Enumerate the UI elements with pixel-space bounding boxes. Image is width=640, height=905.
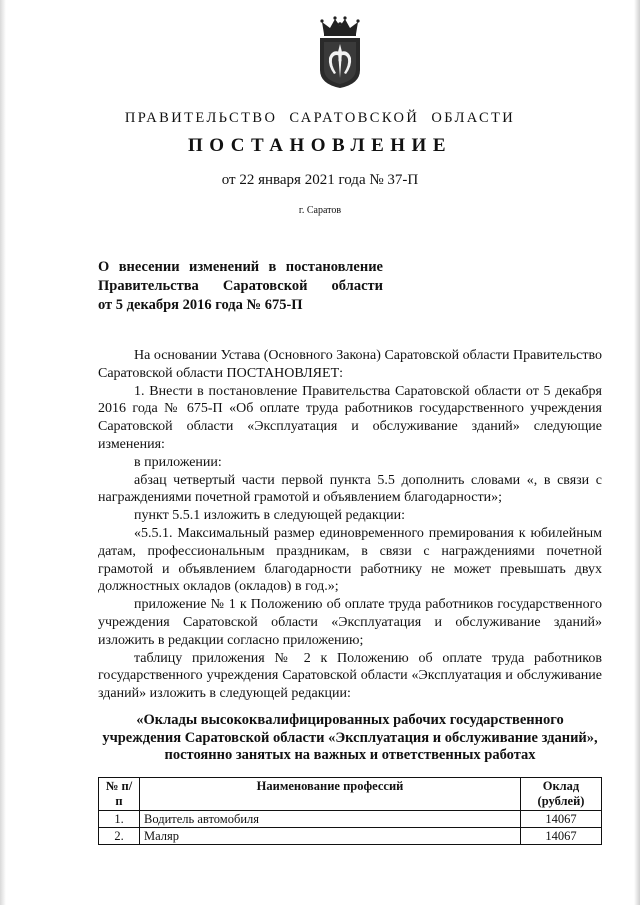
cell-number: 1.: [99, 811, 140, 828]
coat-of-arms-emblem: [316, 16, 364, 90]
subject-line: О внесении изменений в постановление: [98, 259, 383, 275]
body-paragraph: «5.5.1. Максимальный размер единовременного премирования к юбилейным датам, профессиональным праздникам, в связи с награждениями почетной грамотой и объявлением благодарности работнику не может превышать двух должностных окладов (окладов) в год.»;: [98, 525, 602, 595]
body-paragraph: пункт 5.5.1 изложить в следующей редакции:: [134, 508, 405, 524]
document-body: [98, 347, 602, 703]
government-name: ПРАВИТЕЛЬСТВО САРАТОВСКОЙ ОБЛАСТИ: [124, 110, 516, 126]
table-header-row: [99, 778, 602, 811]
subject-line: Правительства Саратовской области: [98, 278, 383, 294]
body-paragraph: 1. Внести в постановление Правительства Саратовской области от 5 декабря 2016 года № 675-П «Об оплате труда работников государственного учреждения Саратовской области «Эксплуатация и обслуживание зданий» следующие изменения:: [98, 383, 602, 452]
body-paragraph: таблицу приложения № 2 к Положению об оплате труда работников государственного учреждения Саратовской области «Эксплуатация и обслуживание зданий» изложить в следующей редакции:: [98, 650, 602, 702]
body-paragraph: в приложении:: [134, 454, 222, 470]
cell-profession: Водитель автомобиля: [140, 811, 521, 828]
body-paragraph: приложение № 1 к Положению об оплате труда работников государственного учреждения Саратовской области «Эксплуатация и обслуживание зданий» изложить в редакции согласно приложению;: [98, 597, 602, 648]
table-row: [99, 811, 602, 828]
column-header-profession: Наименование профессий: [140, 778, 521, 811]
cell-profession: Маляр: [140, 828, 521, 845]
column-header-number: № п/п: [99, 778, 140, 811]
document-city: г. Саратов: [298, 205, 342, 216]
table-row: [99, 828, 602, 845]
salary-table: [98, 777, 602, 845]
column-header-salary: Оклад (рублей): [521, 778, 602, 811]
document-date-number: от 22 января 2021 года № 37-П: [221, 172, 419, 188]
cell-number: 2.: [99, 828, 140, 845]
table-title: «Оклады высококвалифицированных рабочих государственного учреждения Саратовской области «Эксплуатация и обслуживание зданий», постоянно занятых на важных и ответственных работах: [102, 712, 598, 763]
document-subject: [98, 258, 383, 315]
document-type-title: ПОСТАНОВЛЕНИЕ: [187, 135, 453, 156]
body-paragraph: абзац четвертый части первой пункта 5.5 дополнить словами «, в связи с награждениями почетной грамотой и объявлением благодарности»;: [98, 472, 602, 506]
body-paragraph: На основании Устава (Основного Закона) Саратовской области Правительство Саратовской области ПОСТАНОВЛЯЕТ:: [98, 348, 602, 381]
cell-salary: 14067: [521, 828, 602, 845]
cell-salary: 14067: [521, 811, 602, 828]
subject-line: от 5 декабря 2016 года № 675-П: [98, 297, 303, 313]
